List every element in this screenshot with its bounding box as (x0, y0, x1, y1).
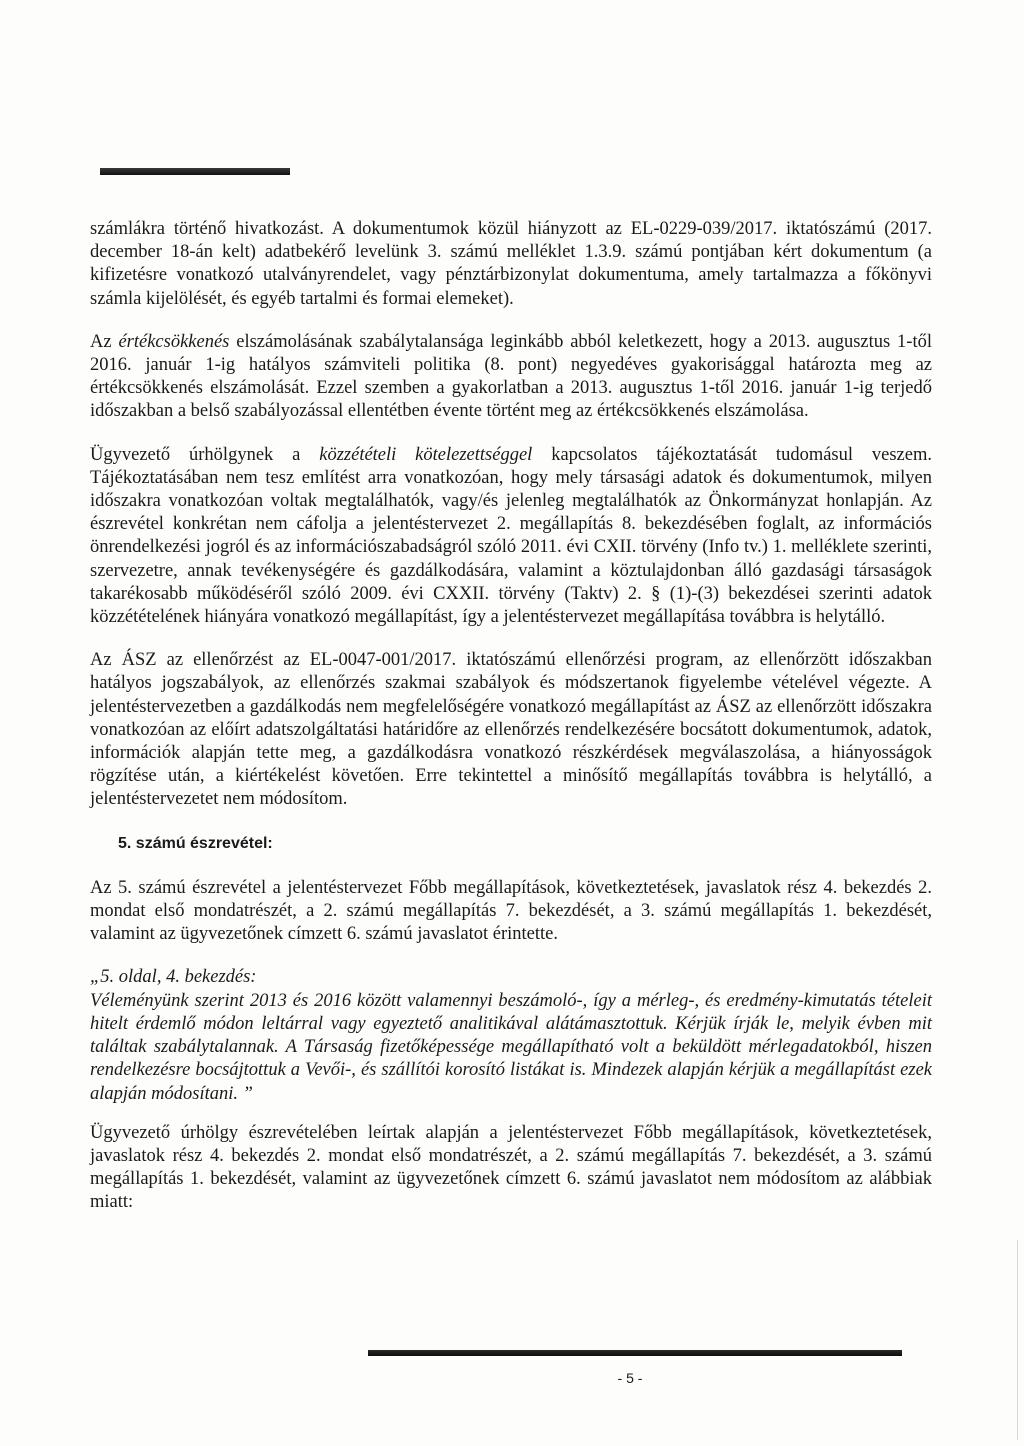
header-rule (100, 168, 290, 175)
section-heading: 5. számú észrevétel: (118, 834, 273, 852)
paragraph-3-start: Ügyvezető úrhölgynek a (90, 444, 320, 465)
document-body (90, 218, 932, 1235)
footer-rule (368, 1350, 902, 1356)
paragraph-1: számlákra történő hivatkozást. A dokumentumok közül hiányzott az EL-0229-039/2017. iktatószámú (2017. december 18-án kelt) adatbekérő levelünk 3. számú melléklet 1.3.9. számú pontjában kért dokumentum (a kifizetésre vonatkozó utalványrendelet, vagy pénztárbizonylat dokumentuma, amely tartalmazza a főkönyvi számla kijelölését, és egyéb tartalmi és formai elemeket). (90, 219, 932, 309)
quote-body: Véleményünk szerint 2013 és 2016 között valamennyi beszámoló-, így a mérleg-, és eredmény-kimutatás tételeit hitelt érdemlő módon leltárral vagy egyeztető analitikával alátámasztottuk. Kérjük írják le, melyik évben mit találtak szabálytalannak. A Társaság fizetőképessége megállapítható volt a beküldött mérlegadatokból, hiszen rendelkezésre bocsájtottuk a Vevői-, és szállítói korosító listákat is. Mindezek alapján kérjük a megállapítást ezek alapján módosítani. ” (90, 990, 932, 1104)
page-number: - 5 - (617, 1370, 643, 1386)
quote-heading: „5. oldal, 4. bekezdés: (90, 967, 257, 988)
paragraph-2-start: Az (90, 331, 119, 352)
paragraph-2 (90, 331, 932, 424)
paragraph-3-rest: kapcsolatos tájékoztatását tudomásul veszem. Tájékoztatásában nem tesz említést arra vonatkozóan, hogy mely társasági adatok és dokumentumok, milyen időszakra vonatkozóan voltak megtalálhatók, vagy/és jelenleg megtalálhatók az Önkormányzat honlapján. Az észrevétel konkrétan nem cáfolja a jelentéstervezet 2. megállapítás 8. bekezdésében foglalt, az információs önrendelkezési jogról és az információszabadságról szóló 2011. évi CXII. törvény (Info tv.) 1. melléklete szerinti, szervezetre, annak tevékenységére és gazdálkodására, valamint a köztulajdonban álló gazdasági társaságok takarékosabb működéséről szóló 2009. évi CXXII. törvény (Taktv) 2. § (1)-(3) bekezdései szerinti adatok közzétételének hiányára vonatkozó megállapítást, így a jelentéstervezet megállapítása továbbra is helytálló. (90, 444, 932, 628)
paragraph-4: Az ÁSZ az ellenőrzést az EL-0047-001/2017. iktatószámú ellenőrzési program, az ellenőrzött időszakban hatályos jogszabályok, az ellenőrzés szakmai szabályok és módszertanok figyelembe vételével végezte. A jelentéstervezetben a gazdálkodás nem megfelelőségére vonatkozó megállapítást az ÁSZ az ellenőrzött időszakra vonatkozóan az előírt adatszolgáltatási határidőre az ellenőrzés rendelkezésére bocsátott dokumentumok, adatok, információk alapján tette meg, a gazdálkodásra vonatkozó részkérdések megválaszolása, a hiányosságok rögzítése után, a kiértékelést követően. Erre tekintettel a minősítő megállapítás továbbra is helytálló, a jelentéstervezetet nem módosítom. (90, 650, 932, 810)
paragraph-2-emphasis: értékcsökkenés (118, 331, 230, 352)
scan-edge-line (1017, 1240, 1018, 1440)
paragraph-6: Ügyvezető úrhölgy észrevételében leírtak alapján a jelentéstervezet Főbb megállapítások, következtetések, javaslatok rész 4. bekezdés 2. mondat első mondatrészét, a 2. számú megállapítás 7. bekezdését, a 3. számú megállapítás 1. bekezdését, valamint az ügyvezetőnek címzett 6. számú javaslatot nem módosítom az alábbiak miatt: (90, 1122, 932, 1213)
paragraph-3-emphasis: közzétételi kötelezettséggel (319, 444, 533, 465)
paragraph-3 (90, 444, 932, 630)
paragraph-5: Az 5. számú észrevétel a jelentéstervezet Főbb megállapítások, következtetések, javaslatok rész 4. bekezdés 2. mondat első mondatrészét, a 2. számú megállapítás 7. bekezdését, a 3. számú megállapítás 1. bekezdését, valamint az ügyvezetőnek címzett 6. számú javaslatot érintette. (90, 877, 932, 945)
paragraph-2-rest: elszámolásának szabálytalansága leginkább abból keletkezett, hogy a 2013. augusztus 1-től 2016. január 1-ig hatályos számviteli politika (8. pont) negyedéves gyakorisággal határozta meg az értékcsökkenés elszámolását. Ezzel szemben a gyakorlatban a 2013. augusztus 1-től 2016. január 1-ig terjedő időszakban a belső szabályozással ellentétben évente történt meg az értékcsökkenés elszámolása. (90, 331, 932, 422)
quoted-comment (90, 966, 932, 1105)
